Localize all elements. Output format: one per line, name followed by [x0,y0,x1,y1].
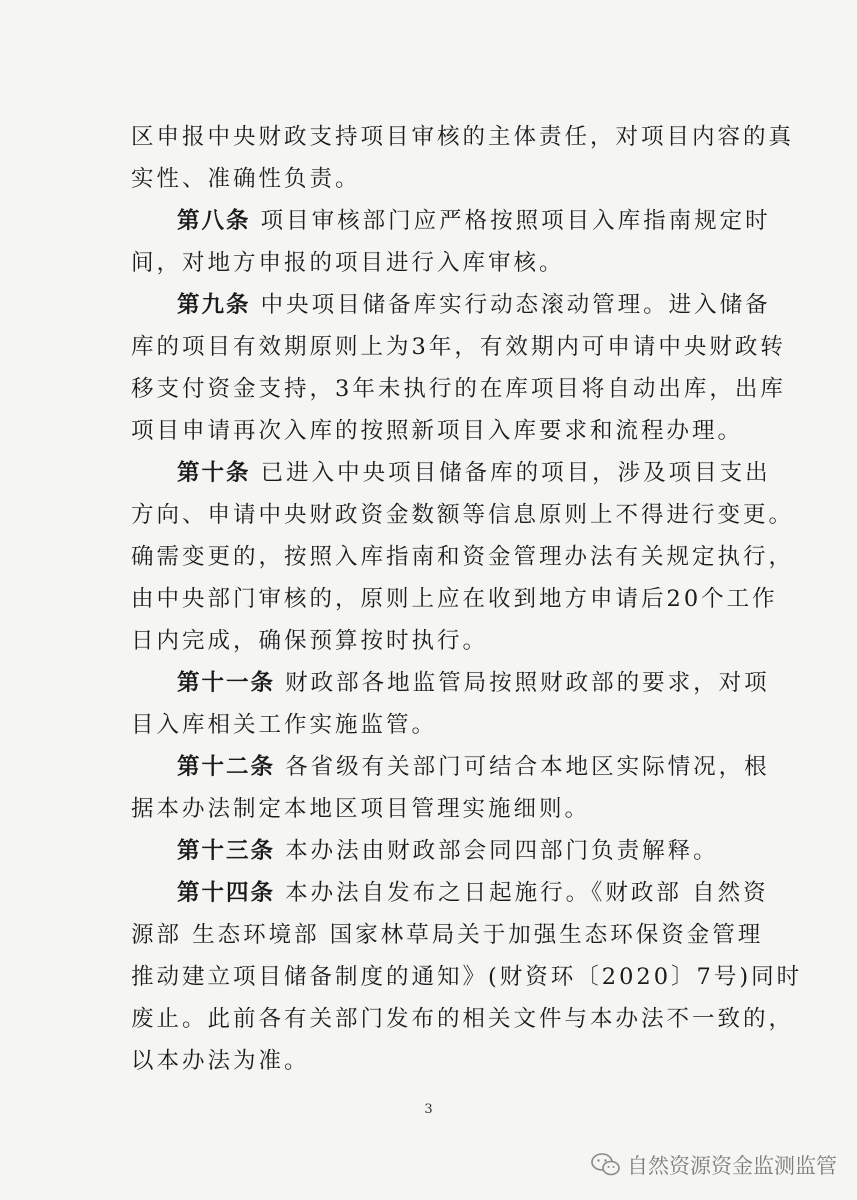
text-line [131,536,795,578]
line-text: 财政部各地监管局按照财政部的要求，对项 [285,670,770,696]
line-text: 以本办法为准。 [131,1048,310,1074]
line-text: 各省级有关部门可结合本地区实际情况，根 [285,754,770,780]
wechat-icon [591,1152,621,1178]
line-text: 中央项目储备库实行动态滚动管理。进入储备 [260,292,771,318]
line-text: 实性、准确性负责。 [131,166,361,192]
line-text: 据本办法制定本地区项目管理实施细则。 [131,796,591,822]
line-text: 本办法自发布之日起施行。《财政部 自然资 [285,880,769,906]
text-line [131,326,786,368]
article-first-line [131,284,771,326]
line-text: 已进入中央项目储备库的项目，涉及项目支出 [260,460,771,486]
document-body [131,116,803,1082]
text-line [131,956,803,998]
text-line [131,410,751,452]
line-text: 方向、申请中央财政资金数额等信息原则上不得进行变更。 [131,502,795,528]
line-text: 项目审核部门应严格按照项目入库指南规定时 [260,208,771,234]
article-heading: 第九条 [177,292,251,318]
article-first-line [131,662,770,704]
line-text: 移支付资金支持，3年未执行的在库项目将自动出库，出库 [131,376,786,402]
line-text: 推动建立项目储备制度的通知》(财资环〔2020〕7号)同时 [131,964,803,990]
line-text: 确需变更的，按照入库指南和资金管理办法有关规定执行， [131,544,795,570]
line-text: 库的项目有效期原则上为3年，有效期内可申请中央财政转 [131,334,786,360]
text-line [131,998,795,1040]
line-text: 废止。此前各有关部门发布的相关文件与本办法不一致的， [131,1006,795,1032]
article-first-line [131,200,771,242]
text-line [131,578,778,620]
page-number: 3 [424,1102,433,1117]
watermark-text: 自然资源资金监测监管 [627,1154,837,1178]
text-line [131,116,795,158]
line-text: 源部 生态环境部 国家林草局关于加强生态环保资金管理 [131,922,764,948]
text-line [131,1040,751,1082]
text-line [131,368,786,410]
text-line [131,620,751,662]
line-text: 目入库相关工作实施监管。 [131,712,438,738]
article-first-line [131,452,771,494]
article-heading: 第十三条 [177,838,276,864]
article-first-line [131,746,770,788]
article-heading: 第八条 [177,208,251,234]
text-line [131,788,751,830]
line-text: 间，对地方申报的项目进行入库审核。 [131,250,565,276]
line-text: 区申报中央财政支持项目审核的主体责任，对项目内容的真 [131,124,795,150]
line-text: 由中央部门审核的，原则上应在收到地方申请后20个工作 [131,586,778,612]
line-text: 项目申请再次入库的按照新项目入库要求和流程办理。 [131,418,744,444]
text-line [131,494,795,536]
text-line [131,242,751,284]
text-line [131,158,751,200]
line-text: 日内完成，确保预算按时执行。 [131,628,489,654]
article-heading: 第十四条 [177,880,276,906]
article-heading: 第十条 [177,460,251,486]
line-text: 本办法由财政部会同四部门负责解释。 [285,838,719,864]
text-line [131,704,751,746]
article-heading: 第十二条 [177,754,276,780]
text-line [131,914,764,956]
article-first-line [131,830,751,872]
watermark [591,1150,837,1180]
article-heading: 第十一条 [177,670,276,696]
article-first-line [131,872,769,914]
